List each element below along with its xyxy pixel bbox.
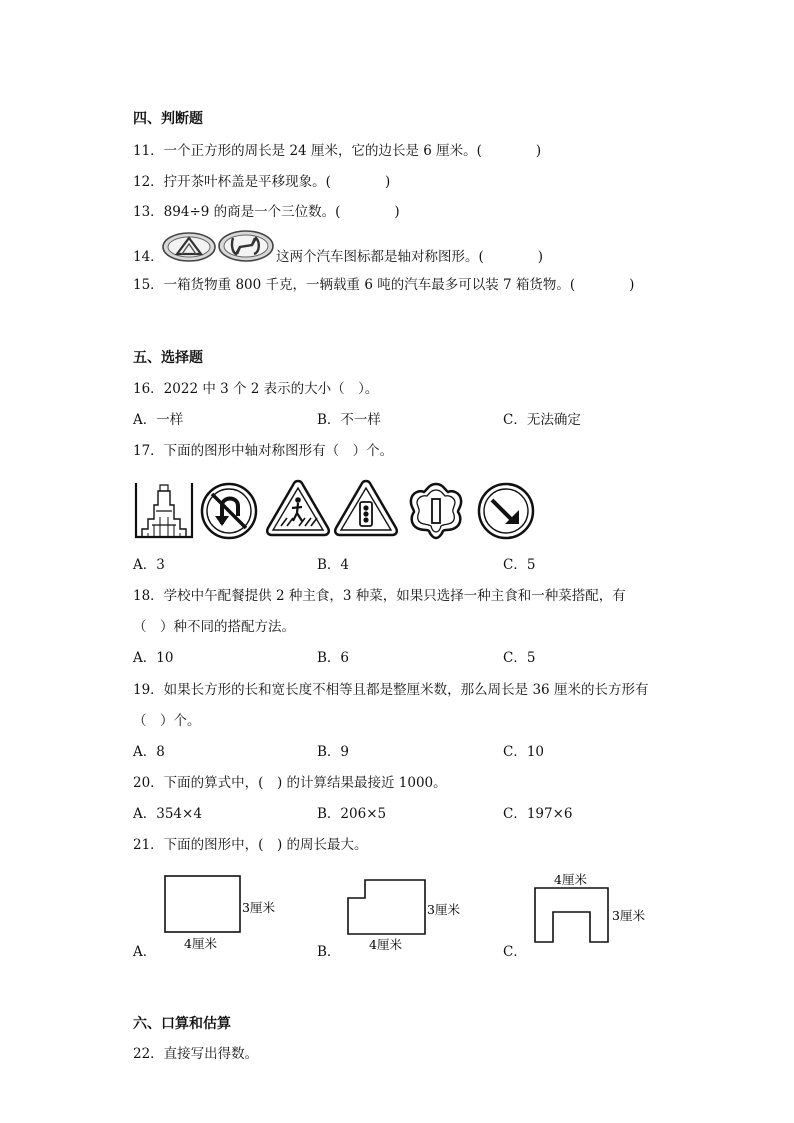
- q20-option-b: B．206×5: [317, 806, 387, 822]
- question-20: 20．下面的算式中，( ) 的计算结果最接近 1000。: [133, 775, 447, 791]
- q18-option-c: C．5: [503, 650, 536, 666]
- flower-shaped-sign-icon: [405, 480, 467, 540]
- hyundai-logo-icon: [218, 230, 274, 262]
- q16-option-b: B．不一样: [317, 412, 381, 428]
- figure-b-side-label: 3厘米: [427, 902, 460, 917]
- q17-option-c: C．5: [503, 557, 536, 573]
- question-19-line-2: （ ）个。: [133, 713, 201, 729]
- section-5-title: 五、选择题: [133, 350, 203, 366]
- question-14-text: 这两个汽车图标都是轴对称图形。( ): [276, 249, 544, 265]
- tower-sign-icon: [134, 481, 194, 539]
- question-15: 15．一箱货物重 800 千克，一辆载重 6 吨的汽车最多可以装 7 箱货物。( ): [133, 277, 635, 293]
- traffic-light-warning-sign-icon: [333, 478, 399, 538]
- q19-option-b: B．9: [317, 744, 350, 760]
- q17-option-b: B．4: [317, 557, 350, 573]
- figure-b-bottom-label: 4厘米: [369, 937, 402, 952]
- figure-a-side-label: 3厘米: [242, 900, 275, 915]
- figure-c-side-label: 3厘米: [612, 908, 645, 923]
- section-4-title: 四、判断题: [133, 111, 203, 127]
- no-u-turn-sign-icon: [200, 482, 258, 540]
- audi-style-logo-icon: [162, 232, 216, 262]
- q19-option-a: A．8: [133, 744, 165, 760]
- figure-c-arch-shape: [530, 868, 660, 950]
- question-17: 17．下面的图形中轴对称图形有（ ）个。: [133, 443, 394, 459]
- figure-c-top-label: 4厘米: [554, 872, 587, 887]
- question-18-line-1: 18．学校中午配餐提供 2 种主食，3 种菜，如果只选择一种主食和一种菜搭配，有: [133, 588, 626, 604]
- q16-option-a: A．一样: [133, 412, 184, 428]
- question-22: 22．直接写出得数。: [133, 1046, 259, 1062]
- q21-option-a: A．: [133, 944, 157, 960]
- q20-option-c: C．197×6: [503, 806, 573, 822]
- figure-a-bottom-label: 4厘米: [184, 936, 217, 951]
- q18-option-b: B．6: [317, 650, 350, 666]
- question-12: 12．拧开茶叶杯盖是平移现象。( ): [133, 174, 391, 190]
- diagonal-arrow-sign-icon: [477, 482, 535, 540]
- section-6-title: 六、口算和估算: [133, 1016, 231, 1032]
- question-18-line-2: （ ）种不同的搭配方法。: [133, 619, 295, 635]
- figure-a-rectangle: [160, 870, 290, 954]
- q20-option-a: A．354×4: [133, 806, 202, 822]
- q17-option-a: A．3: [133, 557, 165, 573]
- q21-option-c: C．: [503, 944, 527, 960]
- question-14-number: 14．: [133, 249, 164, 265]
- q21-option-b: B．: [317, 944, 341, 960]
- question-19-line-1: 19．如果长方形的长和宽长度不相等且都是整厘米数，那么周长是 36 厘米的长方形有: [133, 682, 649, 698]
- figure-b-notched-shape: [345, 872, 475, 954]
- q18-option-a: A．10: [133, 650, 174, 666]
- question-21: 21．下面的图形中，( ) 的周长最大。: [133, 837, 368, 853]
- q16-option-c: C．无法确定: [503, 412, 581, 428]
- question-13: 13．894÷9 的商是一个三位数。( ): [133, 204, 400, 220]
- question-11: 11．一个正方形的周长是 24 厘米，它的边长是 6 厘米。( ): [133, 143, 542, 159]
- q19-option-c: C．10: [503, 744, 545, 760]
- pedestrian-crossing-sign-icon: [265, 478, 331, 538]
- question-16: 16．2022 中 3 个 2 表示的大小（ ）。: [133, 381, 379, 397]
